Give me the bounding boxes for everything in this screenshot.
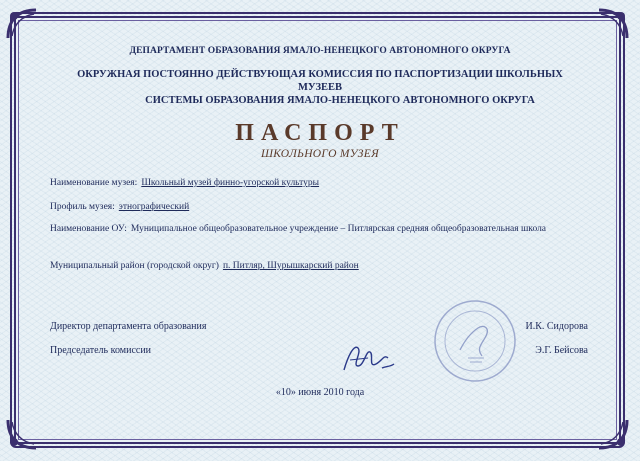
commission-heading — [60, 68, 580, 107]
document-subtitle: ШКОЛЬНОГО МУЗЕЯ — [261, 148, 379, 160]
district-value: п. Питляр, Шурышкарский район — [222, 261, 359, 271]
school-name-label: Наименование ОУ: — [50, 224, 127, 234]
museum-profile-label: Профиль музея: — [50, 202, 115, 212]
commission-heading-line: ОКРУЖНАЯ ПОСТОЯННО ДЕЙСТВУЮЩАЯ КОМИССИЯ ПО ПАСПОРТИЗАЦИИ ШКОЛЬНЫХ МУЗЕЕВ — [77, 69, 563, 93]
director-name: И.К. Сидорова — [525, 321, 588, 332]
official-stamp-icon — [432, 298, 518, 384]
department-heading: ДЕПАРТАМЕНТ ОБРАЗОВАНИЯ ЯМАЛО-НЕНЕЦКОГО АВТОНОМНОГО ОКРУГА — [129, 46, 511, 56]
museum-profile-value: этнографический — [118, 202, 190, 212]
commission-heading-line: СИСТЕМЫ ОБРАЗОВАНИЯ ЯМАЛО-НЕНЕЦКОГО АВТОНОМНОГО ОКРУГА — [145, 95, 535, 106]
chair-name: Э.Г. Бейсова — [535, 345, 588, 356]
corner-ornament-icon — [4, 416, 40, 452]
museum-profile-field — [50, 202, 189, 212]
district-label: Муниципальный район (городской округ) — [50, 261, 219, 271]
director-role: Директор департамента образования — [50, 321, 207, 332]
handwritten-signature-icon — [338, 336, 400, 380]
museum-name-value: Школьный музей финно-угорской культуры — [141, 178, 320, 188]
museum-name-label: Наименование музея: — [50, 178, 138, 188]
museum-name-field — [50, 178, 319, 188]
district-field — [50, 261, 359, 271]
school-name-field — [50, 224, 546, 234]
corner-ornament-icon — [595, 6, 631, 42]
corner-ornament-icon — [4, 6, 40, 42]
corner-ornament-icon — [595, 416, 631, 452]
chair-role: Председатель комиссии — [50, 345, 152, 356]
document-title: ПАСПОРТ — [235, 120, 405, 146]
school-name-value: Муниципальное общеобразовательное учреждение – Питлярская средняя общеобразовательная школа — [130, 224, 547, 234]
issue-date: «10» июня 2010 года — [275, 387, 365, 398]
